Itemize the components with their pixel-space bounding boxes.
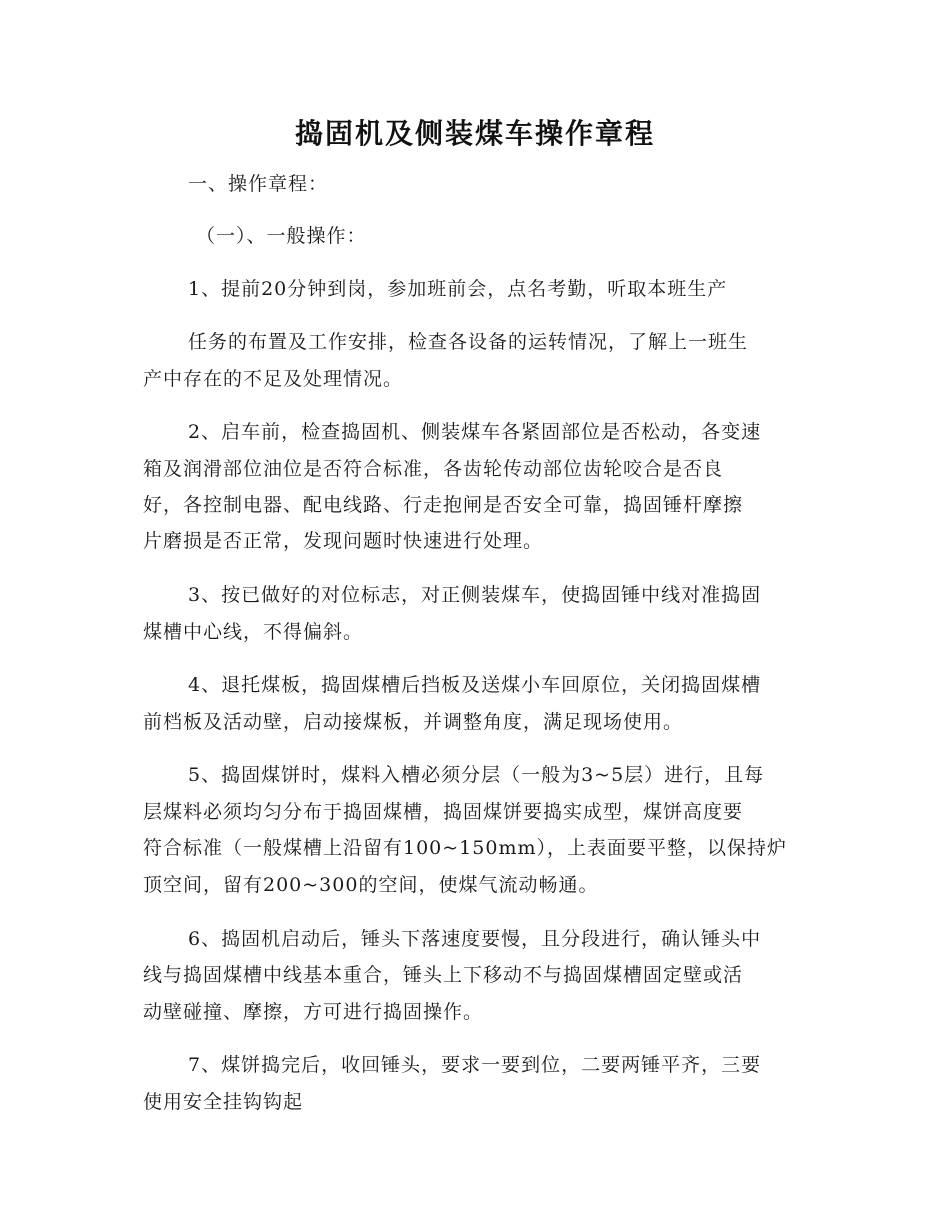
paragraph-line: 线与捣固煤槽中线基本重合，锤头上下移动不与捣固煤槽固定壁或活 — [143, 964, 744, 986]
paragraph-line: 4、退托煤板，捣固煤槽后挡板及送煤小车回原位，关闭捣固煤槽 — [188, 674, 762, 696]
section-heading: 一、操作章程： — [188, 173, 329, 195]
paragraph-line: 顶空间，留有200~300的空间，使煤气流动畅通。 — [143, 874, 599, 896]
paragraph-line: 1、提前20分钟到岗，参加班前会，点名考勤，听取本班生产 — [188, 278, 728, 300]
paragraph-line: 层煤料必须均匀分布于捣固煤槽，捣固煤饼要捣实成型，煤饼高度要 — [143, 801, 744, 823]
paragraph-line: 好，各控制电器、配电线路、行走抱闸是否安全可靠，捣固锤杆摩擦 — [143, 494, 744, 516]
paragraph-line: 3、按已做好的对位标志，对正侧装煤车，使捣固锤中线对准捣固 — [188, 584, 762, 606]
subsection-heading: （一）、一般操作： — [196, 225, 367, 247]
paragraph-line: 使用安全挂钩钩起 — [143, 1091, 304, 1113]
paragraph-line: 6、捣固机启动后，锤头下落速度要慢，且分段进行，确认锤头中 — [188, 928, 762, 950]
paragraph-line: 动壁碰撞、摩擦，方可进行捣固操作。 — [143, 1001, 484, 1023]
paragraph-line: 2、启车前，检查捣固机、侧装煤车各紧固部位是否松动，各变速 — [188, 421, 762, 443]
paragraph-line: 任务的布置及工作安排，检查各设备的运转情况，了解上一班生 — [188, 331, 749, 353]
paragraph-line: 7、煤饼捣完后，收回锤头，要求一要到位，二要两锤平齐，三要 — [188, 1054, 762, 1076]
paragraph-line: 符合标准（一般煤槽上沿留有100~150mm），上表面要平整，以保持炉 — [143, 837, 787, 859]
paragraph-line: 箱及润滑部位油位是否符合标准，各齿轮传动部位齿轮咬合是否良 — [143, 458, 724, 480]
paragraph-line: 煤槽中心线，不得偏斜。 — [143, 621, 364, 643]
paragraph-line: 前档板及活动壁，启动接煤板，并调整角度，满足现场使用。 — [143, 711, 684, 733]
paragraph-line: 片磨损是否正常，发现问题时快速进行处理。 — [143, 530, 544, 552]
document-title: 捣固机及侧装煤车操作章程 — [294, 117, 655, 150]
paragraph-line: 产中存在的不足及处理情况。 — [143, 368, 404, 390]
paragraph-line: 5、捣固煤饼时，煤料入槽必须分层（一般为3~5层）进行，且每 — [188, 764, 765, 786]
